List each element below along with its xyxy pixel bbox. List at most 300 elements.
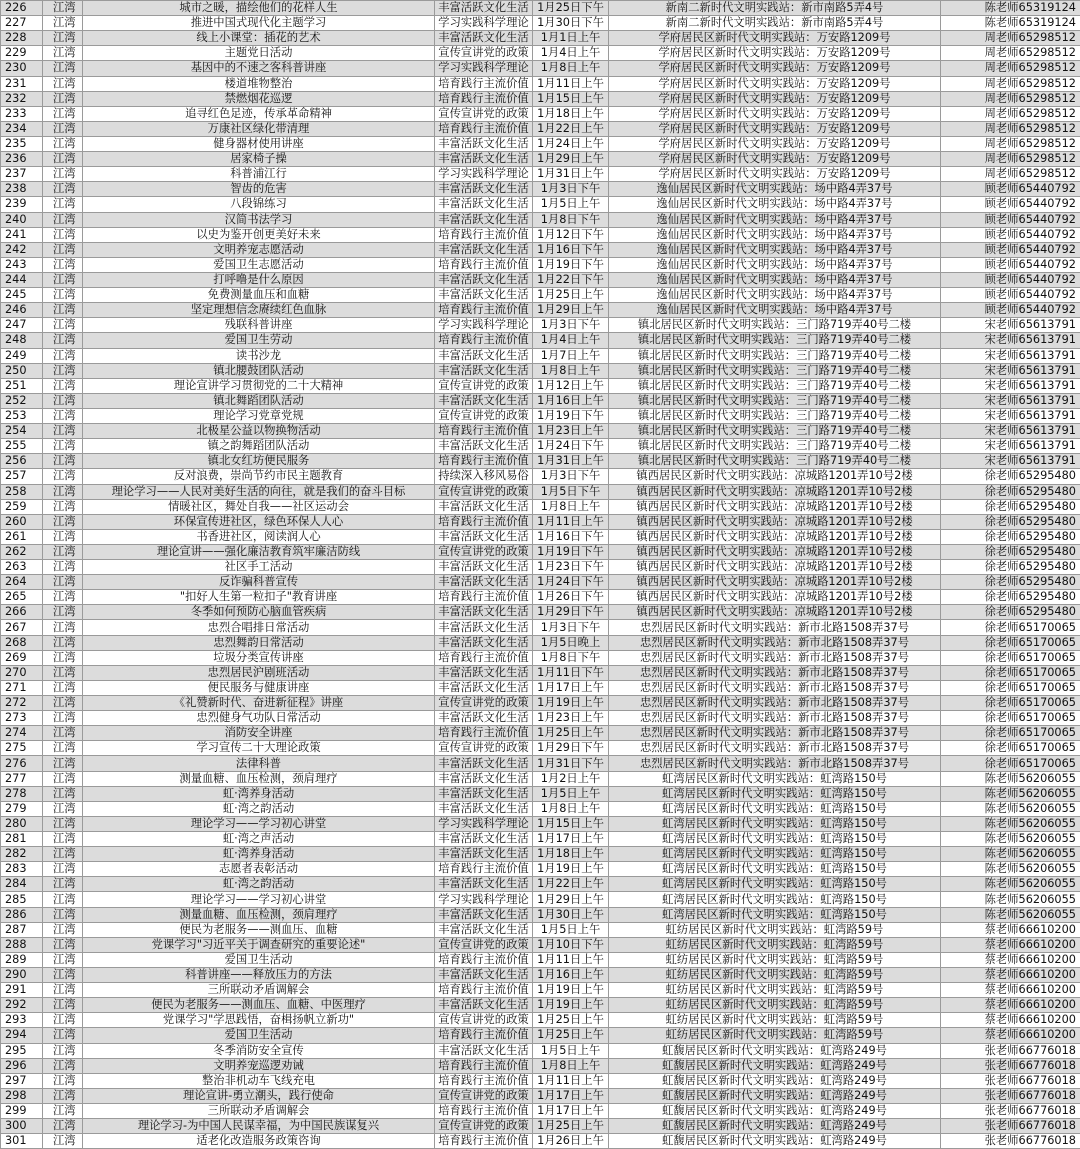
table-row (1, 937, 1080, 952)
table-row (1, 741, 1080, 756)
table-row (1, 469, 1080, 484)
activity-location: 镇北居民区新时代文明实践站：三门路719弄40号二楼 (609, 393, 941, 408)
row-number: 227 (1, 16, 43, 31)
street-name: 江湾 (43, 136, 83, 151)
activity-category: 培育践行主流价值 (435, 514, 533, 529)
street-name: 江湾 (43, 91, 83, 106)
activity-name: 测量血糖、血压检测，颈肩理疗 (83, 907, 435, 922)
table-row (1, 696, 1080, 711)
activity-name: 《礼赞新时代、奋进新征程》讲座 (83, 696, 435, 711)
activity-name: 爱国卫生活动 (83, 1028, 435, 1043)
street-name: 江湾 (43, 1103, 83, 1118)
row-number: 297 (1, 1073, 43, 1088)
contact-info: 徐老师65170065 (941, 650, 1080, 665)
row-number: 231 (1, 76, 43, 91)
activity-category: 丰富活跃文化生活 (435, 288, 533, 303)
street-name: 江湾 (43, 46, 83, 61)
row-number: 301 (1, 1134, 43, 1149)
street-name: 江湾 (43, 801, 83, 816)
table-row (1, 1088, 1080, 1103)
street-name: 江湾 (43, 1, 83, 16)
table-row (1, 862, 1080, 877)
table-row (1, 61, 1080, 76)
table-row (1, 182, 1080, 197)
activity-category: 丰富活跃文化生活 (435, 197, 533, 212)
activity-category: 培育践行主流价值 (435, 91, 533, 106)
row-number: 263 (1, 560, 43, 575)
table-row (1, 167, 1080, 182)
row-number: 257 (1, 469, 43, 484)
activity-location: 虹纺居民区新时代文明实践站：虹湾路59号 (609, 968, 941, 983)
activity-time: 1月4日上午 (533, 46, 609, 61)
activity-location: 虹纺居民区新时代文明实践站：虹湾路59号 (609, 1028, 941, 1043)
activity-time: 1月5日晚上 (533, 635, 609, 650)
activity-name: 书香进社区，阅读润人心 (83, 529, 435, 544)
activity-location: 逸仙居民区新时代文明实践站：场中路4弄37号 (609, 242, 941, 257)
table-row (1, 575, 1080, 590)
activity-time: 1月8日上午 (533, 363, 609, 378)
contact-info: 张老师66776018 (941, 1058, 1080, 1073)
activity-location: 镇西居民区新时代文明实践站：凉城路1201弄10号2楼 (609, 560, 941, 575)
contact-info: 徐老师65295480 (941, 560, 1080, 575)
contact-info: 徐老师65295480 (941, 499, 1080, 514)
activity-time: 1月29日上午 (533, 892, 609, 907)
table-row (1, 393, 1080, 408)
activity-name: 理论宣讲-勇立潮头，践行使命 (83, 1088, 435, 1103)
table-row (1, 560, 1080, 575)
table-row (1, 46, 1080, 61)
row-number: 252 (1, 393, 43, 408)
activity-category: 培育践行主流价值 (435, 227, 533, 242)
activity-name: 适老化改造服务政策咨询 (83, 1134, 435, 1149)
table-row (1, 877, 1080, 892)
contact-info: 蔡老师66610200 (941, 922, 1080, 937)
contact-info: 周老师65298512 (941, 46, 1080, 61)
street-name: 江湾 (43, 439, 83, 454)
contact-info: 徐老师65170065 (941, 635, 1080, 650)
street-name: 江湾 (43, 76, 83, 91)
row-number: 300 (1, 1119, 43, 1134)
activity-name: 反对浪费，崇尚节约市民主题教育 (83, 469, 435, 484)
activity-time: 1月8日上午 (533, 801, 609, 816)
row-number: 275 (1, 741, 43, 756)
activity-category: 丰富活跃文化生活 (435, 680, 533, 695)
street-name: 江湾 (43, 665, 83, 680)
table-row (1, 378, 1080, 393)
street-name: 江湾 (43, 650, 83, 665)
contact-info: 宋老师65613791 (941, 393, 1080, 408)
activity-location: 虹纺居民区新时代文明实践站：虹湾路59号 (609, 937, 941, 952)
contact-info: 顾老师65440792 (941, 197, 1080, 212)
row-number: 261 (1, 529, 43, 544)
contact-info: 宋老师65613791 (941, 333, 1080, 348)
row-number: 236 (1, 152, 43, 167)
row-number: 295 (1, 1043, 43, 1058)
street-name: 江湾 (43, 182, 83, 197)
activity-location: 逸仙居民区新时代文明实践站：场中路4弄37号 (609, 212, 941, 227)
table-row (1, 408, 1080, 423)
activity-time: 1月16日上午 (533, 393, 609, 408)
table-row (1, 288, 1080, 303)
activity-time: 1月3日下午 (533, 318, 609, 333)
row-number: 272 (1, 696, 43, 711)
activity-name: 禁燃烟花巡逻 (83, 91, 435, 106)
activity-location: 虹纺居民区新时代文明实践站：虹湾路59号 (609, 1013, 941, 1028)
row-number: 228 (1, 31, 43, 46)
table-row (1, 76, 1080, 91)
street-name: 江湾 (43, 1028, 83, 1043)
activity-location: 虹馥居民区新时代文明实践站：虹湾路249号 (609, 1134, 941, 1149)
row-number: 286 (1, 907, 43, 922)
street-name: 江湾 (43, 952, 83, 967)
row-number: 280 (1, 816, 43, 831)
street-name: 江湾 (43, 514, 83, 529)
contact-info: 周老师65298512 (941, 76, 1080, 91)
activity-category: 学习实践科学理论 (435, 892, 533, 907)
activity-time: 1月26日下午 (533, 590, 609, 605)
activity-time: 1月19日下午 (533, 544, 609, 559)
activity-time: 1月25日上午 (533, 1119, 609, 1134)
street-name: 江湾 (43, 529, 83, 544)
activity-category: 宣传宣讲党的政策 (435, 544, 533, 559)
activity-time: 1月12日上午 (533, 378, 609, 393)
activity-location: 虹湾居民区新时代文明实践站：虹湾路150号 (609, 786, 941, 801)
contact-info: 陈老师65319124 (941, 16, 1080, 31)
activity-name: 理论学习——学习初心讲堂 (83, 892, 435, 907)
street-name: 江湾 (43, 408, 83, 423)
row-number: 260 (1, 514, 43, 529)
activity-location: 虹馥居民区新时代文明实践站：虹湾路249号 (609, 1119, 941, 1134)
activity-category: 宣传宣讲党的政策 (435, 1013, 533, 1028)
activity-time: 1月8日上午 (533, 1058, 609, 1073)
activity-location: 忠烈居民区新时代文明实践站：新市北路1508弄37号 (609, 635, 941, 650)
table-row (1, 922, 1080, 937)
contact-info: 蔡老师66610200 (941, 968, 1080, 983)
activity-name: 三所联动矛盾调解会 (83, 1103, 435, 1118)
row-number: 284 (1, 877, 43, 892)
activity-category: 宣传宣讲党的政策 (435, 408, 533, 423)
activity-time: 1月19日下午 (533, 408, 609, 423)
activity-time: 1月29日上午 (533, 152, 609, 167)
activity-time: 1月19日上午 (533, 998, 609, 1013)
table-row (1, 1, 1080, 16)
street-name: 江湾 (43, 499, 83, 514)
activity-time: 1月25日上午 (533, 1028, 609, 1043)
contact-info: 宋老师65613791 (941, 424, 1080, 439)
activity-category: 培育践行主流价值 (435, 1028, 533, 1043)
activity-time: 1月11日上午 (533, 1073, 609, 1088)
activity-category: 持续深入移风易俗 (435, 469, 533, 484)
street-name: 江湾 (43, 832, 83, 847)
activity-time: 1月15日上午 (533, 816, 609, 831)
activity-location: 虹纺居民区新时代文明实践站：虹湾路59号 (609, 998, 941, 1013)
activity-name: 科普讲座——释放压力的方法 (83, 968, 435, 983)
street-name: 江湾 (43, 152, 83, 167)
activity-name: 八段锦练习 (83, 197, 435, 212)
activity-time: 1月26日上午 (533, 1134, 609, 1149)
row-number: 264 (1, 575, 43, 590)
street-name: 江湾 (43, 121, 83, 136)
activity-category: 丰富活跃文化生活 (435, 529, 533, 544)
contact-info: 陈老师56206055 (941, 877, 1080, 892)
activity-category: 宣传宣讲党的政策 (435, 46, 533, 61)
activity-time: 1月29日下午 (533, 741, 609, 756)
activity-time: 1月23日上午 (533, 424, 609, 439)
activity-category: 丰富活跃文化生活 (435, 711, 533, 726)
street-name: 江湾 (43, 756, 83, 771)
street-name: 江湾 (43, 847, 83, 862)
activity-category: 培育践行主流价值 (435, 1134, 533, 1149)
activity-category: 培育践行主流价值 (435, 1103, 533, 1118)
activity-time: 1月3日下午 (533, 469, 609, 484)
activity-name: 健身器材使用讲座 (83, 136, 435, 151)
table-row (1, 303, 1080, 318)
street-name: 江湾 (43, 620, 83, 635)
activity-location: 镇北居民区新时代文明实践站：三门路719弄40号二楼 (609, 424, 941, 439)
row-number: 262 (1, 544, 43, 559)
contact-info: 徐老师65295480 (941, 514, 1080, 529)
activity-time: 1月17日上午 (533, 1088, 609, 1103)
activity-time: 1月5日下午 (533, 484, 609, 499)
row-number: 253 (1, 408, 43, 423)
street-name: 江湾 (43, 1119, 83, 1134)
activity-category: 宣传宣讲党的政策 (435, 1119, 533, 1134)
street-name: 江湾 (43, 318, 83, 333)
row-number: 291 (1, 983, 43, 998)
table-row (1, 968, 1080, 983)
contact-info: 徐老师65295480 (941, 605, 1080, 620)
activity-time: 1月19日上午 (533, 862, 609, 877)
activity-location: 学府居民区新时代文明实践站：万安路1209号 (609, 46, 941, 61)
contact-info: 宋老师65613791 (941, 439, 1080, 454)
activity-category: 培育践行主流价值 (435, 983, 533, 998)
row-number: 265 (1, 590, 43, 605)
contact-info: 顾老师65440792 (941, 257, 1080, 272)
activity-name: 爱国卫生劳动 (83, 333, 435, 348)
activity-name: 环保宣传进社区，绿色环保人人心 (83, 514, 435, 529)
row-number: 268 (1, 635, 43, 650)
contact-info: 徐老师65170065 (941, 680, 1080, 695)
contact-info: 宋老师65613791 (941, 378, 1080, 393)
activity-category: 丰富活跃文化生活 (435, 922, 533, 937)
contact-info: 蔡老师66610200 (941, 1028, 1080, 1043)
contact-info: 张老师66776018 (941, 1043, 1080, 1058)
table-row (1, 590, 1080, 605)
activity-name: 文明养宠巡逻劝诫 (83, 1058, 435, 1073)
row-number: 239 (1, 197, 43, 212)
activity-time: 1月4日上午 (533, 333, 609, 348)
table-row (1, 454, 1080, 469)
activity-location: 新南二新时代文明实践站：新市南路5弄4号 (609, 1, 941, 16)
row-number: 298 (1, 1088, 43, 1103)
contact-info: 宋老师65613791 (941, 454, 1080, 469)
table-row (1, 1119, 1080, 1134)
row-number: 259 (1, 499, 43, 514)
activity-category: 宣传宣讲党的政策 (435, 937, 533, 952)
activity-time: 1月31日上午 (533, 167, 609, 182)
activity-name: 免费测量血压和血糖 (83, 288, 435, 303)
row-number: 247 (1, 318, 43, 333)
activity-category: 宣传宣讲党的政策 (435, 378, 533, 393)
contact-info: 陈老师56206055 (941, 862, 1080, 877)
activity-location: 新南二新时代文明实践站：新市南路5弄4号 (609, 16, 941, 31)
row-number: 290 (1, 968, 43, 983)
activity-location: 逸仙居民区新时代文明实践站：场中路4弄37号 (609, 303, 941, 318)
activity-location: 镇西居民区新时代文明实践站：凉城路1201弄10号2楼 (609, 605, 941, 620)
street-name: 江湾 (43, 937, 83, 952)
activity-location: 逸仙居民区新时代文明实践站：场中路4弄37号 (609, 272, 941, 287)
activity-category: 丰富活跃文化生活 (435, 832, 533, 847)
activity-time: 1月22日上午 (533, 121, 609, 136)
activity-location: 虹馥居民区新时代文明实践站：虹湾路249号 (609, 1058, 941, 1073)
activity-time: 1月24日下午 (533, 439, 609, 454)
activity-name: 冬季消防安全宣传 (83, 1043, 435, 1058)
activity-name: 忠烈舞韵日常活动 (83, 635, 435, 650)
contact-info: 周老师65298512 (941, 61, 1080, 76)
activity-time: 1月22日上午 (533, 877, 609, 892)
contact-info: 张老师66776018 (941, 1073, 1080, 1088)
activity-name: 理论宣讲学习贯彻党的二十大精神 (83, 378, 435, 393)
activity-category: 学习实践科学理论 (435, 61, 533, 76)
table-row (1, 31, 1080, 46)
contact-info: 蔡老师66610200 (941, 998, 1080, 1013)
street-name: 江湾 (43, 288, 83, 303)
contact-info: 陈老师56206055 (941, 832, 1080, 847)
activity-name: 虹·湾之声活动 (83, 832, 435, 847)
activity-location: 忠烈居民区新时代文明实践站：新市北路1508弄37号 (609, 711, 941, 726)
row-number: 292 (1, 998, 43, 1013)
activity-location: 忠烈居民区新时代文明实践站：新市北路1508弄37号 (609, 726, 941, 741)
contact-info: 蔡老师66610200 (941, 937, 1080, 952)
activity-category: 丰富活跃文化生活 (435, 348, 533, 363)
contact-info: 徐老师65295480 (941, 575, 1080, 590)
activity-location: 虹馥居民区新时代文明实践站：虹湾路249号 (609, 1043, 941, 1058)
table-row (1, 544, 1080, 559)
street-name: 江湾 (43, 212, 83, 227)
contact-info: 陈老师56206055 (941, 786, 1080, 801)
activity-category: 丰富活跃文化生活 (435, 605, 533, 620)
activity-category: 丰富活跃文化生活 (435, 771, 533, 786)
activity-name: 以史为鉴开创更美好未来 (83, 227, 435, 242)
activity-time: 1月24日上午 (533, 136, 609, 151)
activity-name: 居家椅子操 (83, 152, 435, 167)
table-row (1, 424, 1080, 439)
activity-location: 虹纺居民区新时代文明实践站：虹湾路59号 (609, 952, 941, 967)
activity-name: 北极星公益以物换物活动 (83, 424, 435, 439)
row-number: 285 (1, 892, 43, 907)
activity-time: 1月15日上午 (533, 91, 609, 106)
row-number: 282 (1, 847, 43, 862)
activity-category: 丰富活跃文化生活 (435, 907, 533, 922)
activity-category: 宣传宣讲党的政策 (435, 484, 533, 499)
activity-location: 虹湾居民区新时代文明实践站：虹湾路150号 (609, 847, 941, 862)
activity-name: 消防安全讲座 (83, 726, 435, 741)
activity-time: 1月18日上午 (533, 106, 609, 121)
row-number: 276 (1, 756, 43, 771)
activity-time: 1月12日下午 (533, 227, 609, 242)
row-number: 233 (1, 106, 43, 121)
activity-category: 丰富活跃文化生活 (435, 499, 533, 514)
street-name: 江湾 (43, 922, 83, 937)
activity-name: 整治非机动车飞线充电 (83, 1073, 435, 1088)
contact-info: 蔡老师66610200 (941, 1013, 1080, 1028)
table-row (1, 318, 1080, 333)
table-row (1, 363, 1080, 378)
activity-name: 虹·湾养身活动 (83, 786, 435, 801)
activity-category: 培育践行主流价值 (435, 1058, 533, 1073)
activity-name: 忠烈健身气功队日常活动 (83, 711, 435, 726)
row-number: 245 (1, 288, 43, 303)
activity-time: 1月25日上午 (533, 1013, 609, 1028)
table-row (1, 650, 1080, 665)
row-number: 230 (1, 61, 43, 76)
activity-category: 丰富活跃文化生活 (435, 363, 533, 378)
activity-time: 1月31日下午 (533, 756, 609, 771)
street-name: 江湾 (43, 786, 83, 801)
activity-category: 丰富活跃文化生活 (435, 272, 533, 287)
activity-category: 丰富活跃文化生活 (435, 182, 533, 197)
table-row (1, 136, 1080, 151)
activity-location: 逸仙居民区新时代文明实践站：场中路4弄37号 (609, 182, 941, 197)
activity-name: 楼道堆物整治 (83, 76, 435, 91)
activity-name: 垃圾分类宣传讲座 (83, 650, 435, 665)
street-name: 江湾 (43, 968, 83, 983)
row-number: 258 (1, 484, 43, 499)
row-number: 299 (1, 1103, 43, 1118)
activity-location: 逸仙居民区新时代文明实践站：场中路4弄37号 (609, 288, 941, 303)
activity-name: 主题党日活动 (83, 46, 435, 61)
contact-info: 周老师65298512 (941, 106, 1080, 121)
contact-info: 宋老师65613791 (941, 408, 1080, 423)
activity-category: 丰富活跃文化生活 (435, 575, 533, 590)
activity-name: 镇北女红坊便民服务 (83, 454, 435, 469)
activity-name: 文明养宠志愿活动 (83, 242, 435, 257)
activity-location: 镇西居民区新时代文明实践站：凉城路1201弄10号2楼 (609, 544, 941, 559)
activity-name: 理论宣讲——强化廉洁教育筑牢廉洁防线 (83, 544, 435, 559)
activity-time: 1月8日上午 (533, 61, 609, 76)
activity-category: 丰富活跃文化生活 (435, 998, 533, 1013)
activity-time: 1月17日上午 (533, 1103, 609, 1118)
activity-name: 镇北舞蹈团队活动 (83, 393, 435, 408)
activity-time: 1月5日上午 (533, 922, 609, 937)
table-row (1, 1073, 1080, 1088)
row-number: 266 (1, 605, 43, 620)
row-number: 277 (1, 771, 43, 786)
table-row (1, 635, 1080, 650)
activity-time: 1月5日上午 (533, 1043, 609, 1058)
street-name: 江湾 (43, 363, 83, 378)
activity-category: 丰富活跃文化生活 (435, 801, 533, 816)
street-name: 江湾 (43, 242, 83, 257)
street-name: 江湾 (43, 877, 83, 892)
contact-info: 陈老师56206055 (941, 771, 1080, 786)
street-name: 江湾 (43, 862, 83, 877)
street-name: 江湾 (43, 303, 83, 318)
contact-info: 顾老师65440792 (941, 242, 1080, 257)
row-number: 242 (1, 242, 43, 257)
activity-name: 反诈骗科普宣传 (83, 575, 435, 590)
activity-name: 镇之韵舞蹈团队活动 (83, 439, 435, 454)
activity-location: 学府居民区新时代文明实践站：万安路1209号 (609, 106, 941, 121)
activity-name: 忠烈合唱排日常活动 (83, 620, 435, 635)
activity-time: 1月11日上午 (533, 514, 609, 529)
contact-info: 陈老师65319124 (941, 1, 1080, 16)
activity-time: 1月7日上午 (533, 348, 609, 363)
contact-info: 徐老师65170065 (941, 620, 1080, 635)
activity-location: 忠烈居民区新时代文明实践站：新市北路1508弄37号 (609, 741, 941, 756)
contact-info: 顾老师65440792 (941, 272, 1080, 287)
activity-location: 逸仙居民区新时代文明实践站：场中路4弄37号 (609, 197, 941, 212)
